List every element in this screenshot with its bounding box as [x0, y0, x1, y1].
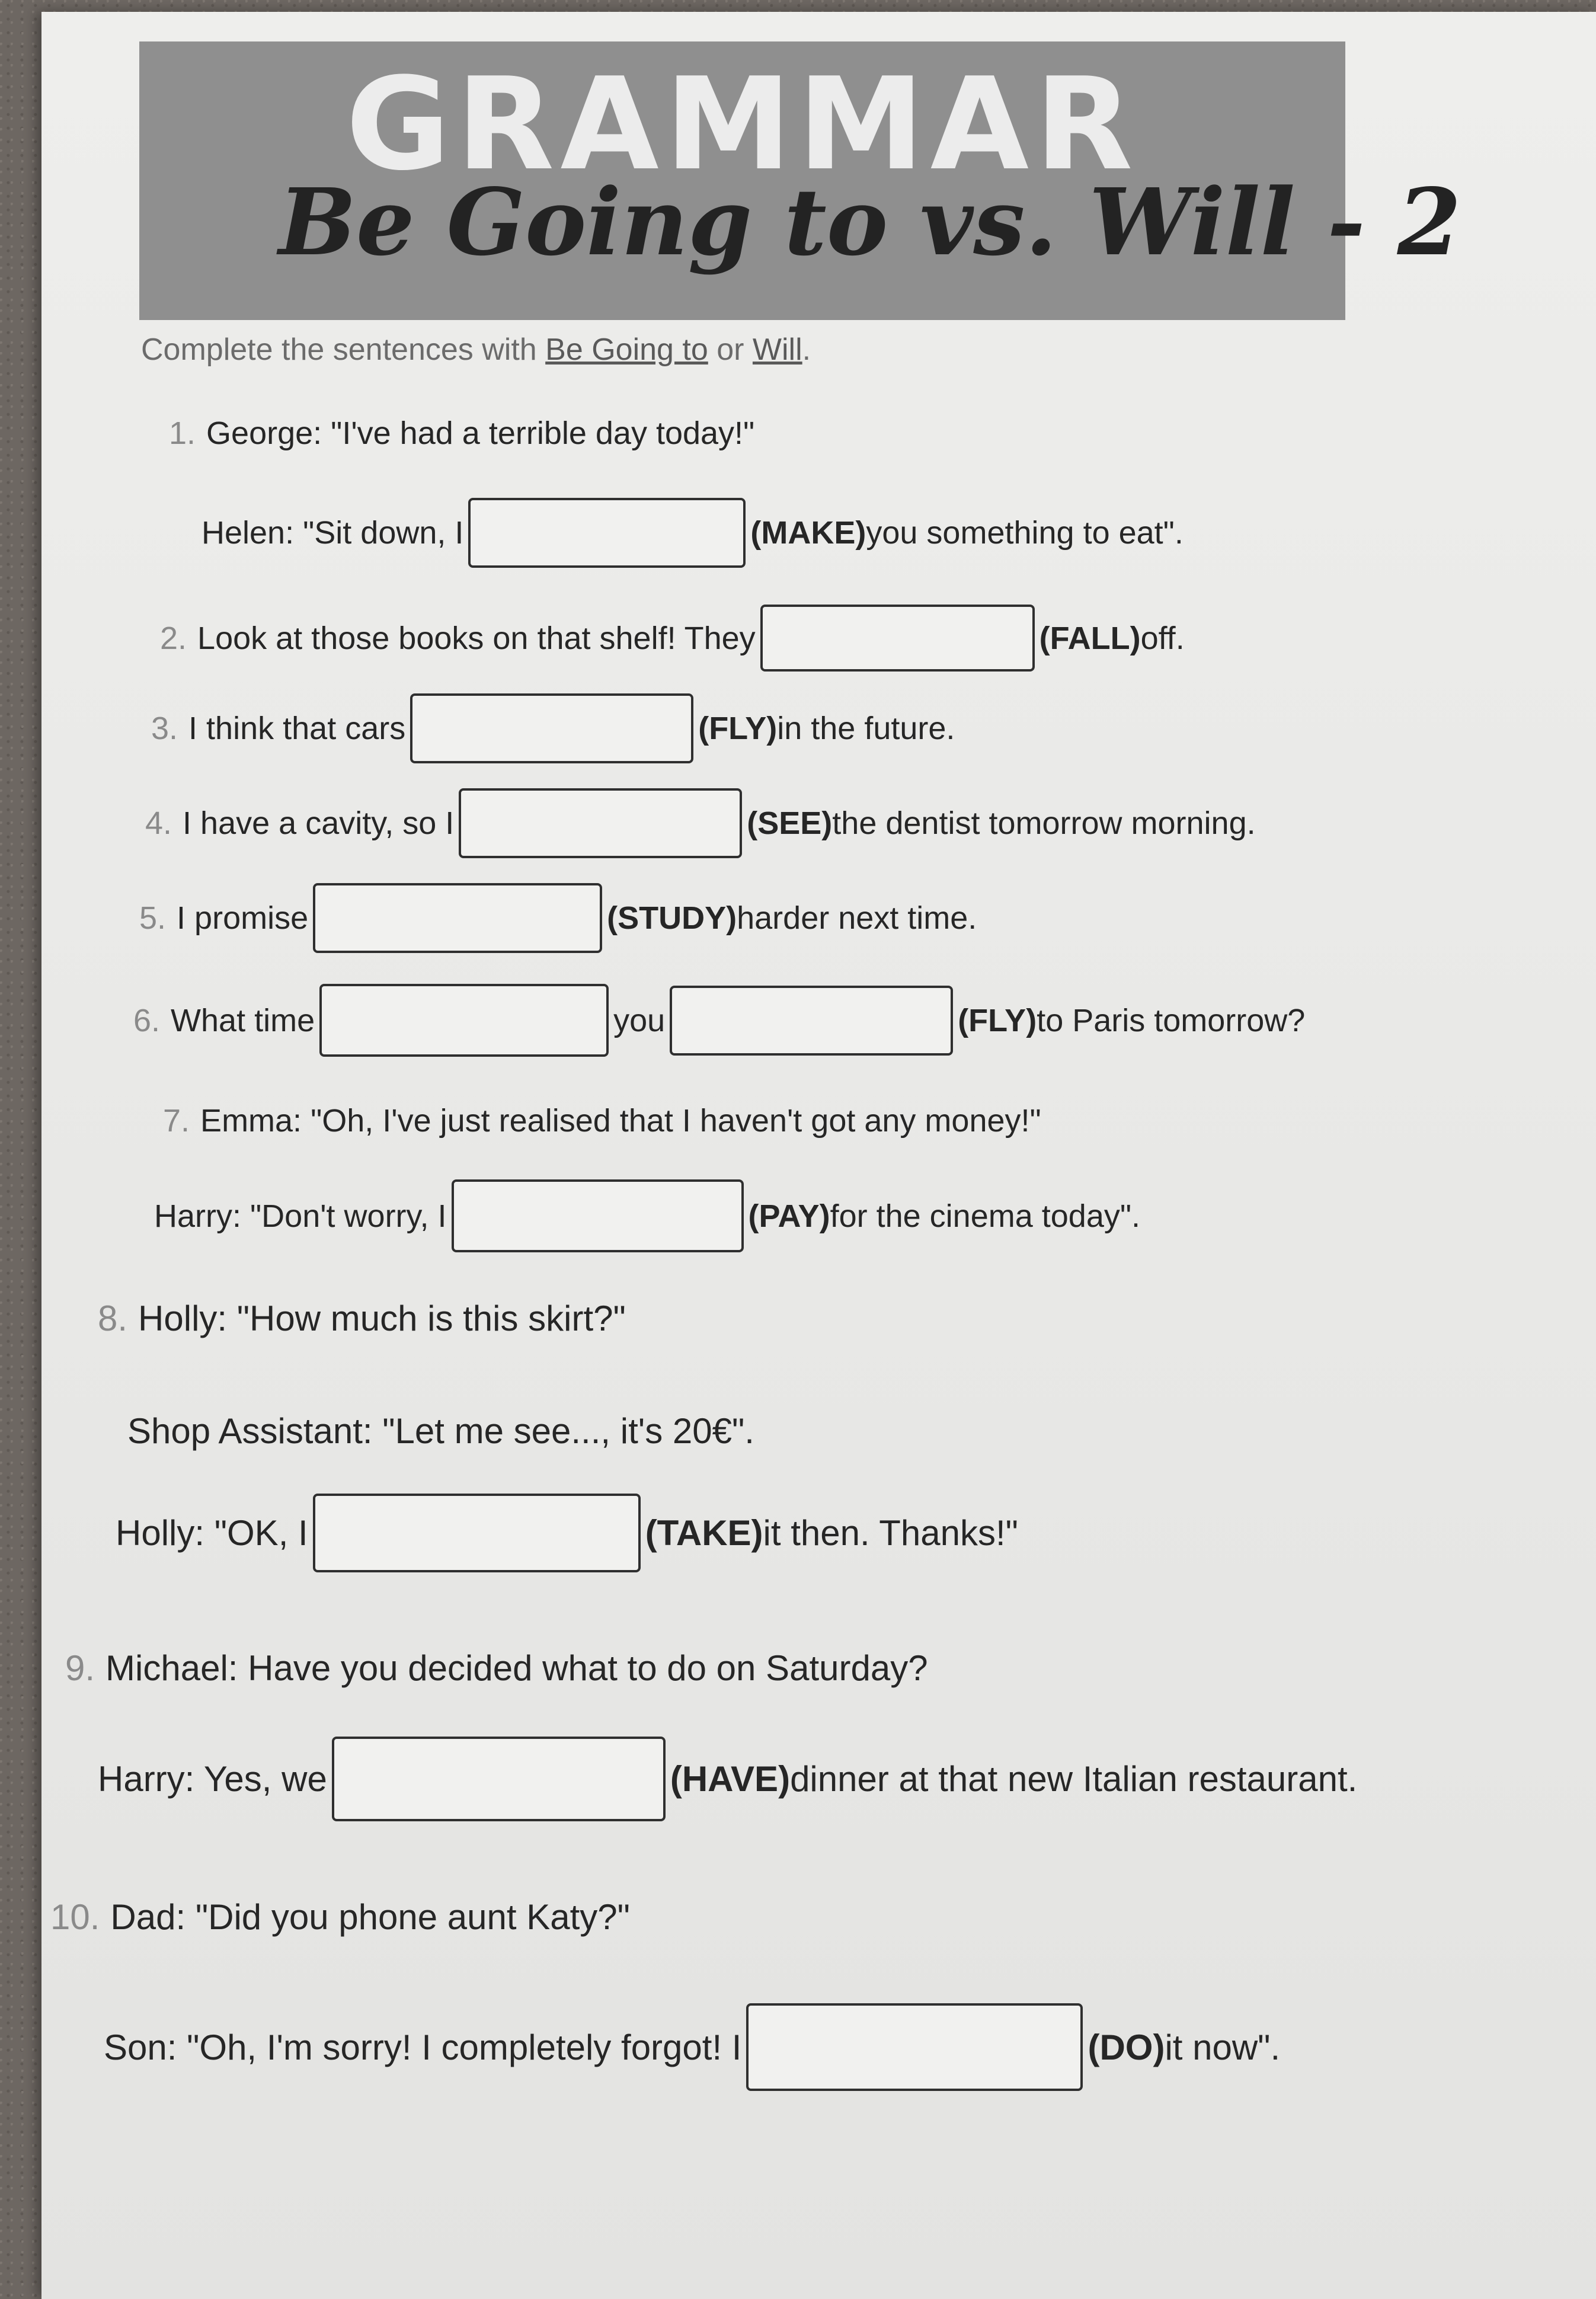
item-8-line-a — [98, 1298, 626, 1339]
worksheet-title: GRAMMAR — [346, 50, 1139, 199]
item-text-after: for the cinema today". — [830, 1198, 1141, 1234]
item-number: 4. — [145, 805, 172, 841]
verb-hint: (FLY) — [958, 1002, 1037, 1038]
item-number: 2. — [160, 620, 187, 656]
item-10-line-a — [50, 1897, 630, 1937]
answer-box-2[interactable] — [760, 605, 1035, 672]
answer-box-9[interactable] — [332, 1737, 666, 1821]
item-text-after: it now". — [1165, 2027, 1281, 2067]
item-10-line-b — [104, 2003, 1280, 2091]
item-1-line-a — [169, 415, 754, 452]
item-text-after: to Paris tomorrow? — [1037, 1002, 1306, 1038]
instruction-prefix: Complete the sentences with — [141, 332, 546, 367]
item-4-line — [145, 788, 1256, 858]
item-text-mid: you — [613, 1002, 666, 1038]
item-number: 7. — [163, 1103, 190, 1139]
answer-box-1[interactable] — [468, 498, 746, 568]
item-text: Holly: "How much is this skirt?" — [138, 1299, 626, 1338]
item-text: Harry: "Don't worry, I — [154, 1198, 447, 1234]
item-number: 8. — [98, 1299, 128, 1338]
verb-hint: (MAKE) — [750, 515, 866, 551]
verb-hint: (FLY) — [698, 711, 778, 746]
verb-hint: (TAKE) — [645, 1513, 763, 1553]
verb-hint: (HAVE) — [670, 1759, 791, 1799]
verb-hint: (DO) — [1088, 2027, 1165, 2067]
item-text-after: it then. Thanks!" — [763, 1513, 1018, 1553]
item-9-line-a — [65, 1648, 928, 1689]
item-text: Harry: Yes, we — [98, 1759, 327, 1799]
item-text: Holly: "OK, I — [116, 1513, 308, 1553]
verb-hint: (STUDY) — [607, 900, 737, 936]
item-text-after: dinner at that new Italian restaurant. — [790, 1759, 1358, 1799]
answer-box-6a[interactable] — [319, 984, 609, 1057]
verb-hint: (SEE) — [747, 805, 833, 841]
item-8-line-c — [116, 1494, 1018, 1572]
item-text: Son: "Oh, I'm sorry! I completely forgot! I — [104, 2027, 742, 2067]
answer-box-3[interactable] — [410, 693, 693, 763]
answer-box-6b[interactable] — [670, 986, 953, 1056]
item-text: Shop Assistant: "Let me see..., it's 20€". — [127, 1411, 754, 1451]
instruction-suffix: . — [802, 332, 811, 367]
item-text: I have a cavity, so I — [183, 805, 455, 841]
answer-box-7[interactable] — [452, 1179, 744, 1252]
item-7-line-b — [154, 1179, 1140, 1252]
item-number: 10. — [50, 1897, 100, 1937]
item-5-line — [139, 883, 977, 953]
answer-box-10[interactable] — [746, 2003, 1083, 2091]
item-1-line-b — [202, 498, 1184, 568]
item-text: Helen: "Sit down, I — [202, 515, 464, 551]
verb-hint: (PAY) — [748, 1198, 830, 1234]
item-number: 3. — [151, 711, 178, 746]
item-text: George: "I've had a terrible day today!" — [206, 415, 755, 451]
item-text: I promise — [177, 900, 309, 936]
item-number: 5. — [139, 900, 167, 936]
item-6-line — [133, 984, 1305, 1057]
instruction-text — [141, 332, 811, 367]
item-text: I think that cars — [188, 711, 406, 746]
verb-hint: (FALL) — [1039, 620, 1141, 656]
worksheet-subtitle: Be Going to vs. Will - 2 — [279, 168, 1461, 276]
item-text-after: the dentist tomorrow morning. — [832, 805, 1256, 841]
answer-box-8[interactable] — [313, 1494, 641, 1572]
item-9-line-b — [98, 1737, 1357, 1821]
instruction-option-going-to: Be Going to — [545, 332, 708, 367]
item-number: 9. — [65, 1648, 95, 1688]
item-text-after: harder next time. — [737, 900, 977, 936]
item-text-after: in the future. — [777, 711, 955, 746]
item-number: 6. — [133, 1002, 161, 1038]
instruction-option-will: Will — [752, 332, 802, 367]
item-3-line — [151, 693, 955, 763]
answer-box-4[interactable] — [459, 788, 742, 858]
item-8-line-b — [127, 1411, 754, 1451]
item-2-line — [160, 605, 1185, 672]
item-text-after: off. — [1140, 620, 1185, 656]
item-text: What time — [171, 1002, 315, 1038]
item-text: Michael: Have you decided what to do on Saturday? — [105, 1648, 928, 1688]
item-7-line-a — [163, 1102, 1041, 1139]
item-text: Dad: "Did you phone aunt Katy?" — [110, 1897, 630, 1937]
item-text: Emma: "Oh, I've just realised that I haven't got any money!" — [200, 1103, 1041, 1139]
item-number: 1. — [169, 415, 196, 451]
item-text: Look at those books on that shelf! They — [197, 620, 756, 656]
instruction-mid: or — [708, 332, 753, 367]
item-text-after: you something to eat". — [866, 515, 1184, 551]
answer-box-5[interactable] — [313, 883, 602, 953]
